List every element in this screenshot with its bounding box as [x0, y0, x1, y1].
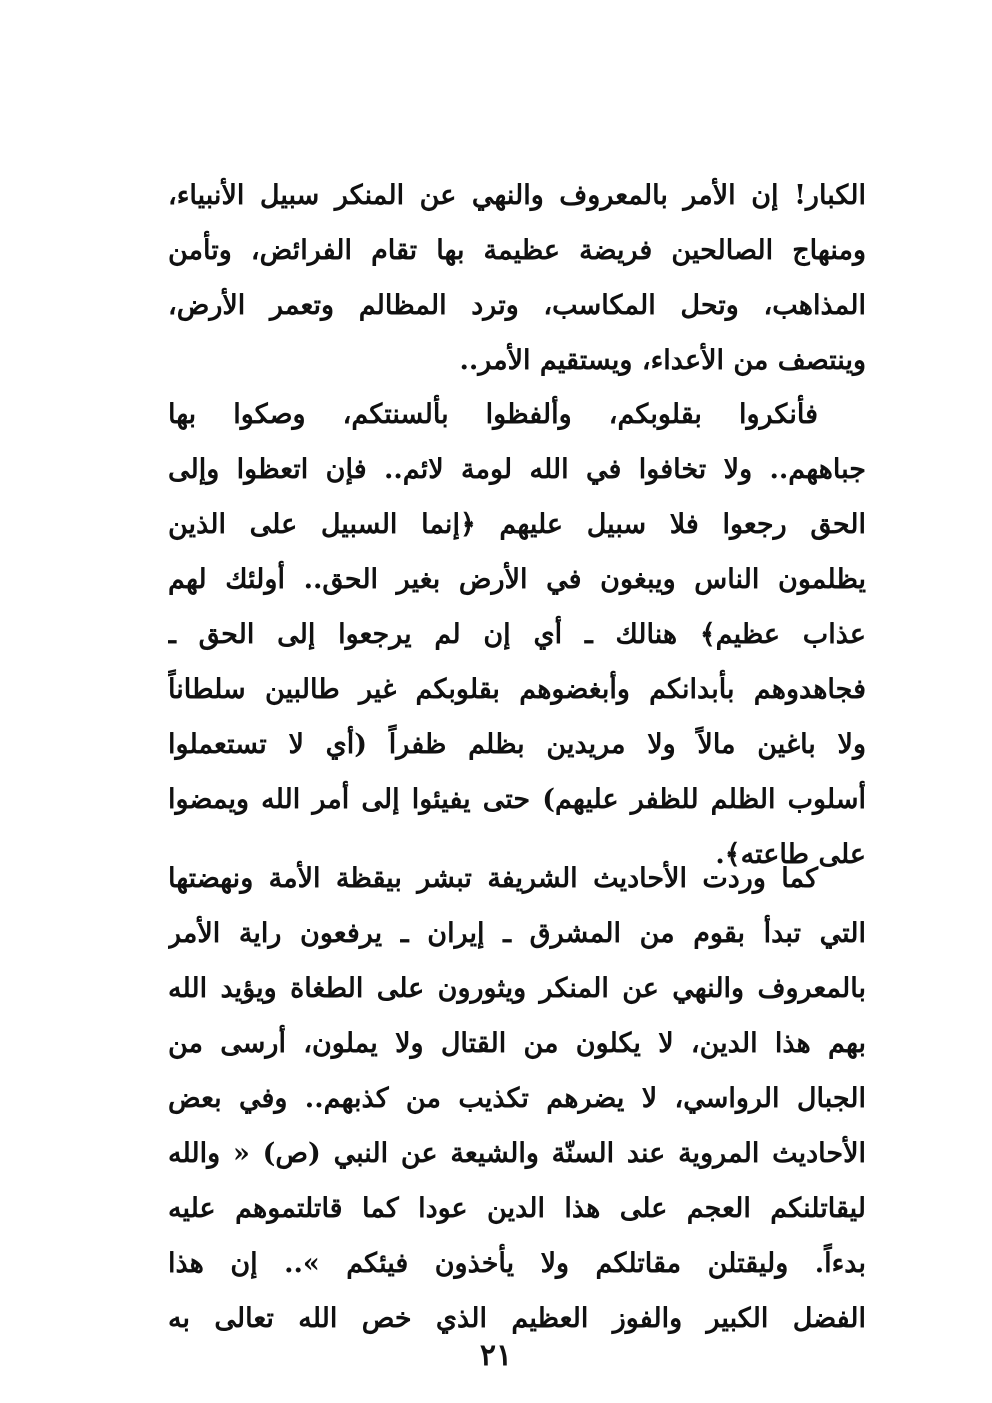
paragraph-2 — [168, 387, 866, 882]
text-line: على طاعته﴾. — [715, 839, 866, 870]
text-line: ومنهاج الصالحين فريضة عظيمة بها تقام الفرائض، وتأمن — [168, 235, 866, 266]
text-line: المذاهب، وتحل المكاسب، وترد المظالم وتعمر الأرض، — [168, 290, 866, 321]
text-line: الجبال الرواسي، لا يضرهم تكذيب من كذبهم.. وفي بعض — [168, 1083, 866, 1114]
text-line: بهم هذا الدين، لا يكلون من القتال ولا يملون، أرسى من — [168, 1028, 866, 1059]
paragraph-3 — [168, 851, 866, 1346]
text-line: فأنكروا بقلوبكم، وألفظوا بألسنتكم، وصكوا بها — [168, 399, 818, 430]
text-line: أسلوب الظلم للظفر عليهم) حتى يفيئوا إلى أمر الله ويمضوا — [168, 784, 866, 815]
text-line: يظلمون الناس ويبغون في الأرض بغير الحق.. أولئك لهم — [168, 564, 866, 595]
paragraph-1 — [168, 168, 866, 388]
text-line: الأحاديث المروية عند السنّة والشيعة عن النبي (ص) « والله — [168, 1138, 866, 1169]
text-line: التي تبدأ بقوم من المشرق ـ إيران ـ يرفعون راية الأمر — [168, 918, 866, 949]
text-line: وينتصف من الأعداء، ويستقيم الأمر.. — [459, 345, 866, 376]
text-line: فجاهدوهم بأبدانكم وأبغضوهم بقلوبكم غير طالبين سلطاناً — [168, 674, 866, 705]
text-line: عذاب عظيم﴾ هنالك ـ أي إن لم يرجعوا إلى الحق ـ — [168, 619, 866, 650]
text-line: كما وردت الأحاديث الشريفة تبشر بيقظة الأمة ونهضتها — [168, 863, 818, 894]
page-number: ٢١ — [479, 1338, 513, 1373]
text-line: الفضل الكبير والفوز العظيم الذي خص الله تعالى به — [168, 1303, 866, 1334]
text-line: ليقاتلنكم العجم على هذا الدين عودا كما قاتلتموهم عليه — [168, 1193, 866, 1224]
text-line: بدءاً. وليقتلن مقاتلكم ولا يأخذون فيئكم ».. إن هذا — [168, 1248, 866, 1279]
text-line: الكبار! إن الأمر بالمعروف والنهي عن المنكر سبيل الأنبياء، — [168, 180, 866, 211]
text-line: ولا باغين مالاً ولا مريدين بظلم ظفراً (أي لا تستعملوا — [168, 729, 866, 760]
text-line: جباههم.. ولا تخافوا في الله لومة لائم.. فإن اتعظوا وإلى — [168, 454, 866, 485]
text-line: الحق رجعوا فلا سبيل عليهم ﴿إنما السبيل على الذين — [168, 509, 866, 540]
text-line: بالمعروف والنهي عن المنكر ويثورون على الطغاة ويؤيد الله — [168, 973, 866, 1004]
